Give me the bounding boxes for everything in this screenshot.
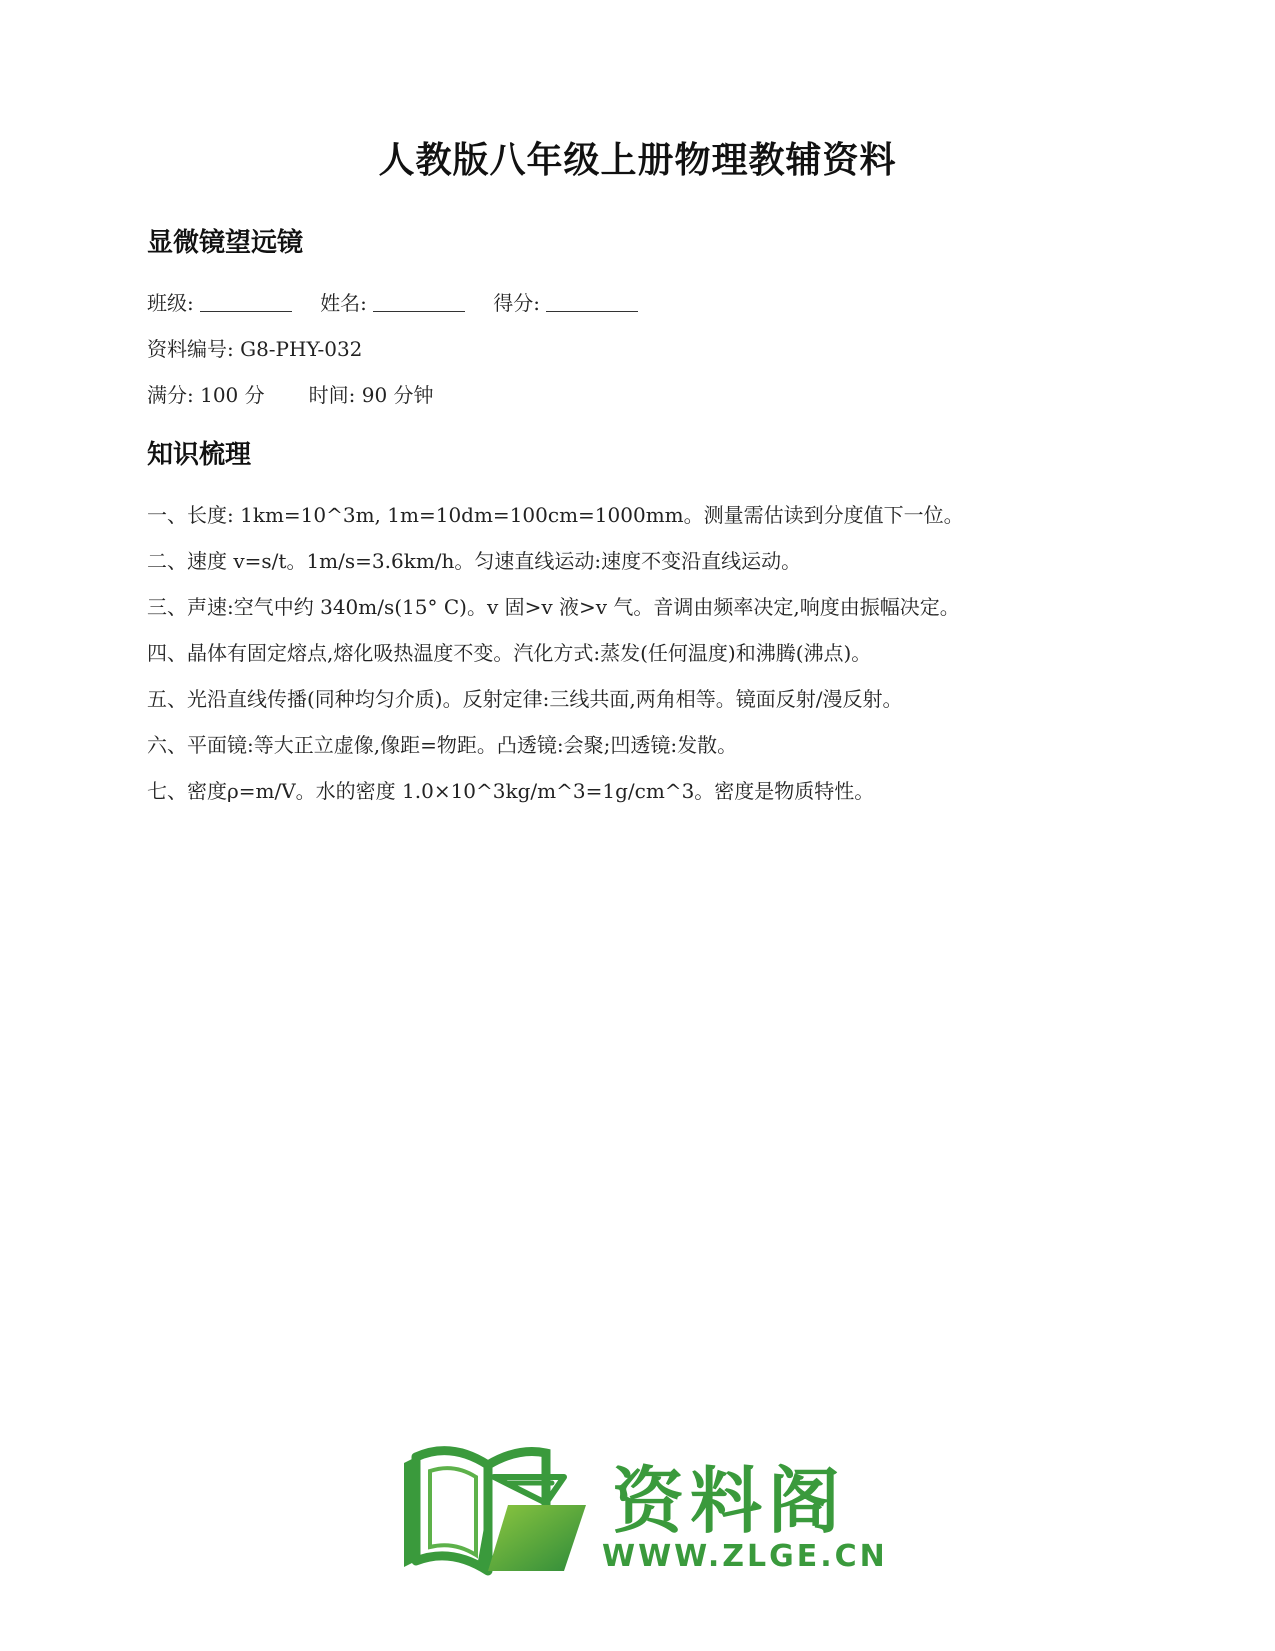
knowledge-point: 四、晶体有固定熔点,熔化吸热温度不变。汽化方式:蒸发(任何温度)和沸腾(沸点)。 xyxy=(147,641,872,665)
name-label: 姓名: xyxy=(320,291,367,315)
document-title: 人教版八年级上册物理教辅资料 xyxy=(378,140,897,181)
exam-time: 时间: 90 分钟 xyxy=(308,383,434,407)
class-label: 班级: xyxy=(147,291,194,315)
knowledge-point: 二、速度 v=s/t。1m/s=3.6km/h。匀速直线运动:速度不变沿直线运动。 xyxy=(147,549,802,573)
name-blank[interactable] xyxy=(373,293,465,312)
section-heading-knowledge: 知识梳理 xyxy=(147,440,252,470)
knowledge-point: 七、密度ρ=m/V。水的密度 1.0×10^3kg/m^3=1g/cm^3。密度是物质特性。 xyxy=(147,779,875,803)
name-field xyxy=(320,287,465,316)
exam-meta-row xyxy=(147,379,434,408)
score-blank[interactable] xyxy=(546,293,638,312)
student-info-row xyxy=(147,287,660,316)
class-field xyxy=(147,287,292,316)
full-score: 满分: 100 分 xyxy=(147,383,265,407)
section-heading-microscope: 显微镜望远镜 xyxy=(147,228,304,258)
logo-chinese-text: 资料阁 xyxy=(612,1459,847,1543)
knowledge-point: 五、光沿直线传播(同种均匀介质)。反射定律:三线共面,两角相等。镜面反射/漫反射。 xyxy=(147,687,903,711)
logo-website-text: WWW.ZLGE.CN xyxy=(602,1539,888,1574)
knowledge-point: 六、平面镜:等大正立虚像,像距=物距。凸透镜:会聚;凹透镜:发散。 xyxy=(147,733,738,757)
open-book-icon xyxy=(396,1443,596,1583)
knowledge-point: 三、声速:空气中约 340m/s(15° C)。v 固>v 液>v 气。音调由频率决定,响度由振幅决定。 xyxy=(147,595,960,619)
score-label: 得分: xyxy=(493,291,540,315)
score-field xyxy=(493,287,638,316)
document-number: 资料编号: G8-PHY-032 xyxy=(147,337,363,361)
knowledge-point: 一、长度: 1km=10^3m, 1m=10dm=100cm=1000mm。测量需估读到分度值下一位。 xyxy=(147,503,964,527)
class-blank[interactable] xyxy=(200,293,292,312)
zlge-logo xyxy=(396,1443,888,1583)
